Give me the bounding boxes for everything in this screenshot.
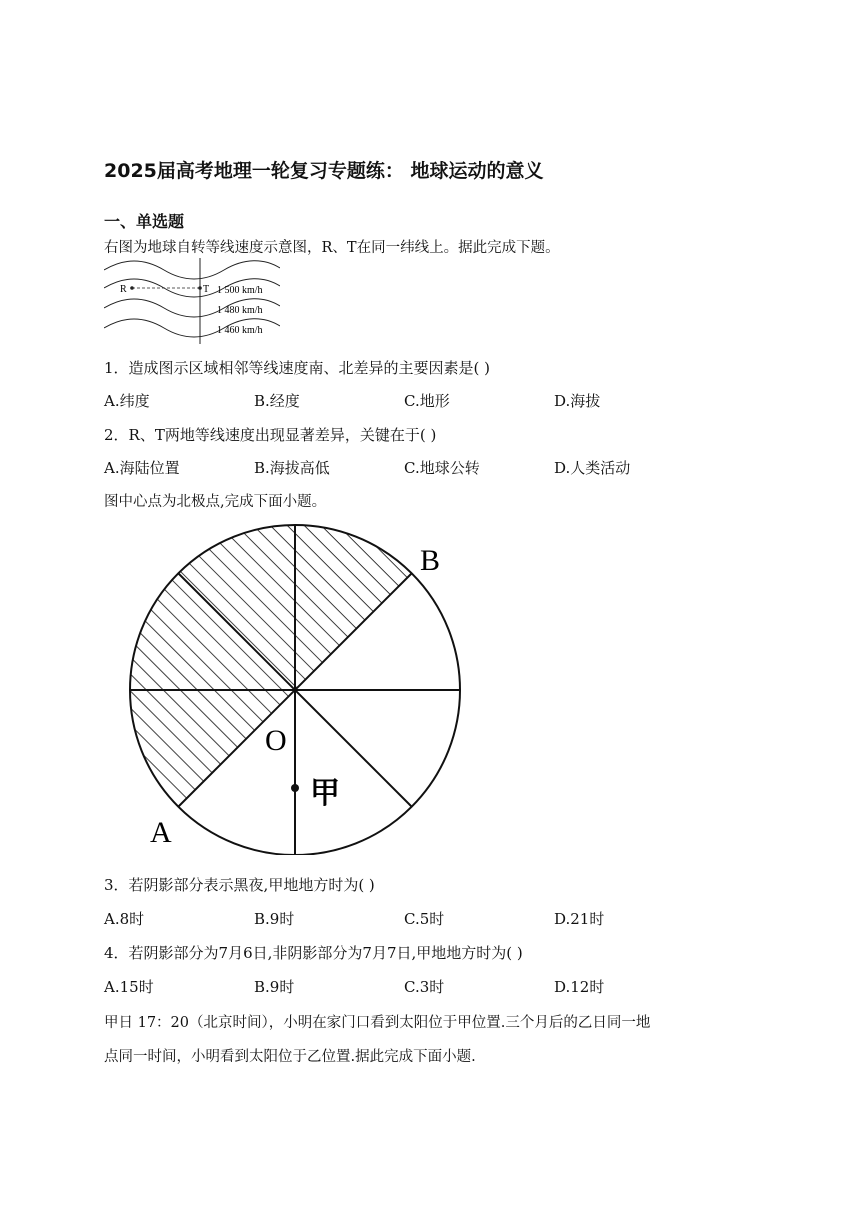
isoline-top [104, 261, 280, 279]
point-r [130, 286, 134, 290]
question-3-stem: 3．若阴影部分表示黑夜,甲地地方时为( ) [104, 876, 375, 894]
q1-option-c[interactable]: C.地形 [404, 392, 450, 410]
q2-option-d[interactable]: D.人类活动 [554, 459, 631, 477]
label-jia: 甲 [310, 777, 340, 810]
intro-text-2: 图中心点为北极点,完成下面小题。 [104, 494, 327, 510]
q4-option-c[interactable]: C.3时 [404, 978, 445, 996]
point-t [198, 286, 202, 290]
label-t: T [203, 284, 210, 295]
q1-option-b[interactable]: B.经度 [254, 392, 300, 410]
q3-option-d[interactable]: D.21时 [554, 910, 605, 928]
intro-text-3-line-2: 点同一时间，小明看到太阳位于乙位置.据此完成下面小题. [104, 1049, 476, 1065]
page-title: 2025届高考地理一轮复习专题练： 地球运动的意义 [104, 160, 544, 182]
q1-option-d[interactable]: D.海拔 [554, 392, 601, 410]
q4-option-d[interactable]: D.12时 [554, 978, 605, 996]
question-1-stem: 1．造成图示区域相邻等线速度南、北差异的主要因素是( ) [104, 359, 491, 377]
q3-option-b[interactable]: B.9时 [254, 910, 295, 928]
q3-option-a[interactable]: A.8时 [104, 910, 145, 928]
question-2-stem: 2．R、T两地等线速度出现显著差异，关键在于( ) [104, 426, 437, 444]
q4-option-b[interactable]: B.9时 [254, 978, 295, 996]
point-jia [291, 784, 299, 792]
q2-option-b[interactable]: B.海拔高低 [254, 459, 330, 477]
label-o: O [265, 724, 287, 757]
polar-view-figure [120, 515, 480, 855]
label-a: A [150, 816, 172, 849]
intro-text-3-line-1: 甲日 17：20（北京时间），小明在家门口看到太阳位于甲位置.三个月后的乙日同一地 [104, 1015, 651, 1031]
label-1480: 1 480 km/h [217, 305, 263, 316]
label-1460: 1 460 km/h [217, 325, 263, 336]
section-heading: 一、单选题 [104, 212, 185, 231]
q2-option-a[interactable]: A.海陆位置 [104, 459, 180, 477]
label-r: R [120, 284, 127, 295]
q2-option-c[interactable]: C.地球公转 [404, 459, 480, 477]
q4-option-a[interactable]: A.15时 [104, 978, 154, 996]
q3-option-c[interactable]: C.5时 [404, 910, 445, 928]
isoline-speed-figure [104, 258, 280, 344]
label-1500: 1 500 km/h [217, 285, 263, 296]
question-4-stem: 4．若阴影部分为7月6日,非阴影部分为7月7日,甲地地方时为( ) [104, 944, 523, 962]
intro-text-1: 右图为地球自转等线速度示意图，R、T在同一纬线上。据此完成下题。 [104, 240, 560, 256]
q1-option-a[interactable]: A.纬度 [104, 392, 150, 410]
label-b: B [420, 544, 441, 577]
